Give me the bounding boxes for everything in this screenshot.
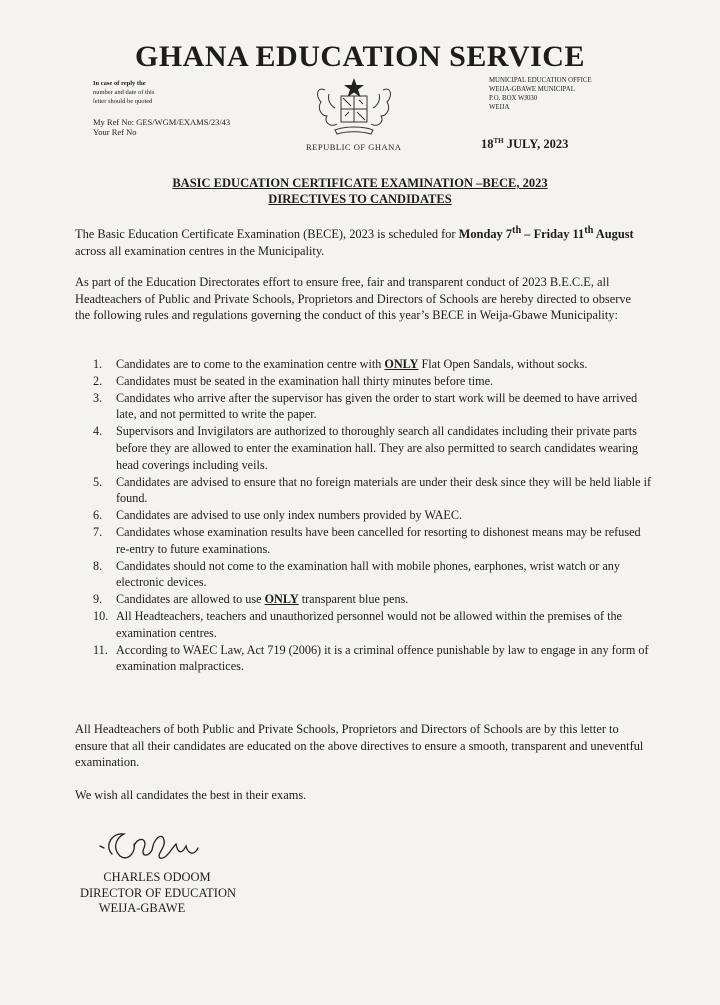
signatory-place: WEIJA-GBAWE <box>98 901 186 915</box>
reply-note-line-1: In case of reply the <box>93 80 146 87</box>
item-number: 4. <box>93 424 103 439</box>
closing-paragraph: All Headteachers of both Public and Private Schools, Proprietors and Directors of Schools are by this letter to ensure that all their candidates are educated on the above directives to ensure a smooth, transparent and uneventful examination. <box>75 722 644 769</box>
exam-start-date <box>459 227 634 241</box>
item-text: According to WAEC Law, Act 719 (2006) it is a criminal offence punishable by law to engage in any form of examination malpractices. <box>116 642 649 674</box>
exam-month: August <box>593 227 634 242</box>
list-item <box>93 356 653 373</box>
list-item <box>93 608 653 642</box>
republic-label: REPUBLIC OF GHANA <box>306 142 402 152</box>
signatory-title: DIRECTOR OF EDUCATION <box>79 885 237 900</box>
list-item <box>93 390 653 424</box>
list-item <box>93 373 653 390</box>
start-day: Monday 7 <box>458 227 513 242</box>
office-address <box>489 76 592 112</box>
reply-note-line-2: number and date of this <box>93 89 155 96</box>
list-item <box>93 524 653 558</box>
item-text: Candidates are advised to use only index numbers provided by WAEC. <box>116 508 463 523</box>
reply-note-line-3: letter should be quoted <box>93 98 153 105</box>
item-text: Candidates are advised to ensure that no foreign materials are under their desk since they will be held liable if found. <box>116 474 652 506</box>
rules-list <box>93 356 653 675</box>
item-number: 7. <box>93 524 103 539</box>
signatory-block <box>72 870 272 917</box>
signatory-name: CHARLES ODOOM <box>103 870 211 884</box>
item-text: Candidates must be seated in the examination hall thirty minutes before time. <box>116 373 494 388</box>
item-text: Candidates whose examination results have been cancelled for resorting to dishonest means may be refused re-entry to future examinations. <box>116 524 641 556</box>
intro-paragraph <box>75 223 645 259</box>
item-emphasis: ONLY <box>384 357 419 371</box>
signature-icon <box>90 824 220 874</box>
item-text: Candidates should not come to the examination hall with mobile phones, earphones, wrist watch or any electronic devices. <box>116 558 620 590</box>
letter-date <box>481 137 568 152</box>
heading-line-1: BASIC EDUCATION CERTIFICATE EXAMINATION –BECE, 2023 <box>172 176 548 190</box>
address-line-1: MUNICIPAL EDUCATION OFFICE <box>489 77 592 84</box>
item-text-end: Flat Open Sandals, without socks. <box>418 357 588 371</box>
item-number: 8. <box>93 558 103 573</box>
intro-text: The Basic Education Certificate Examination (BECE), 2023 is scheduled for <box>75 227 459 242</box>
item-text: Candidates are to come to the examination centre with <box>116 357 385 371</box>
item-text: Supervisors and Invigilators are authorized to thoroughly search all candidates including their private parts before they are allowed to enter the examination hall. They are also permitted to search candidates wearing head coverings including veils. <box>116 424 638 472</box>
my-ref: My Ref No: GES/WGM/EXAMS/23/43 <box>93 117 231 127</box>
item-number: 3. <box>93 390 103 405</box>
item-number: 9. <box>93 592 103 607</box>
item-number: 6. <box>93 508 103 523</box>
item-text: All Headteachers, teachers and unauthorized personnel would not be allowed within the premises of the examination centres. <box>116 608 622 640</box>
start-ordinal: th <box>512 225 522 236</box>
item-number: 5. <box>93 474 103 489</box>
list-item <box>93 423 653 473</box>
directive-paragraph: As part of the Education Directorates effort to ensure free, fair and transparent conduct of 2023 B.E.C.E, all Headteachers of Public and Private Schools, Proprietors and Directors of Schools are hereby directed to observe the following rules and regulations governing the conduct of this year’s BECE in Weija-Gbawe Municipality: <box>75 275 632 322</box>
organization-title: GHANA EDUCATION SERVICE <box>135 40 585 73</box>
best-wishes: We wish all candidates the best in their exams. <box>75 788 307 802</box>
item-emphasis: ONLY <box>264 592 299 607</box>
item-text: Candidates are allowed to use <box>116 592 265 607</box>
heading-line-2: DIRECTIVES TO CANDIDATES <box>268 192 452 206</box>
date-month-year: JULY, 2023 <box>503 137 569 152</box>
end-ordinal: th <box>584 225 594 236</box>
end-day: – Friday 11 <box>521 227 585 242</box>
list-item <box>93 474 653 508</box>
item-text: Candidates who arrive after the supervisor has given the order to start work will be deemed to have arrived late, and not permitted to write the paper. <box>116 390 638 422</box>
intro-text-end: across all examination centres in the Municipality. <box>75 243 325 258</box>
list-item <box>93 591 653 608</box>
list-item <box>93 507 653 524</box>
address-line-3: P.O. BOX WJ030 <box>489 95 538 102</box>
list-item <box>93 558 653 592</box>
date-day: 18 <box>481 137 494 152</box>
item-number: 2. <box>93 373 103 388</box>
item-number: 11. <box>93 642 108 657</box>
address-line-4: WEIJA <box>489 104 510 111</box>
document-heading <box>0 175 720 207</box>
address-line-2: WEIJA-GBAWE MUNICIPAL <box>489 86 575 93</box>
your-ref: Your Ref No <box>93 127 137 137</box>
item-text-end: transparent blue pens. <box>298 592 409 607</box>
list-item <box>93 642 653 676</box>
item-number: 10. <box>93 608 109 623</box>
reply-note <box>93 79 183 106</box>
item-number: 1. <box>93 357 103 371</box>
coat-of-arms-icon <box>313 76 395 138</box>
reference-numbers <box>93 117 230 137</box>
date-ordinal: TH <box>493 137 504 145</box>
